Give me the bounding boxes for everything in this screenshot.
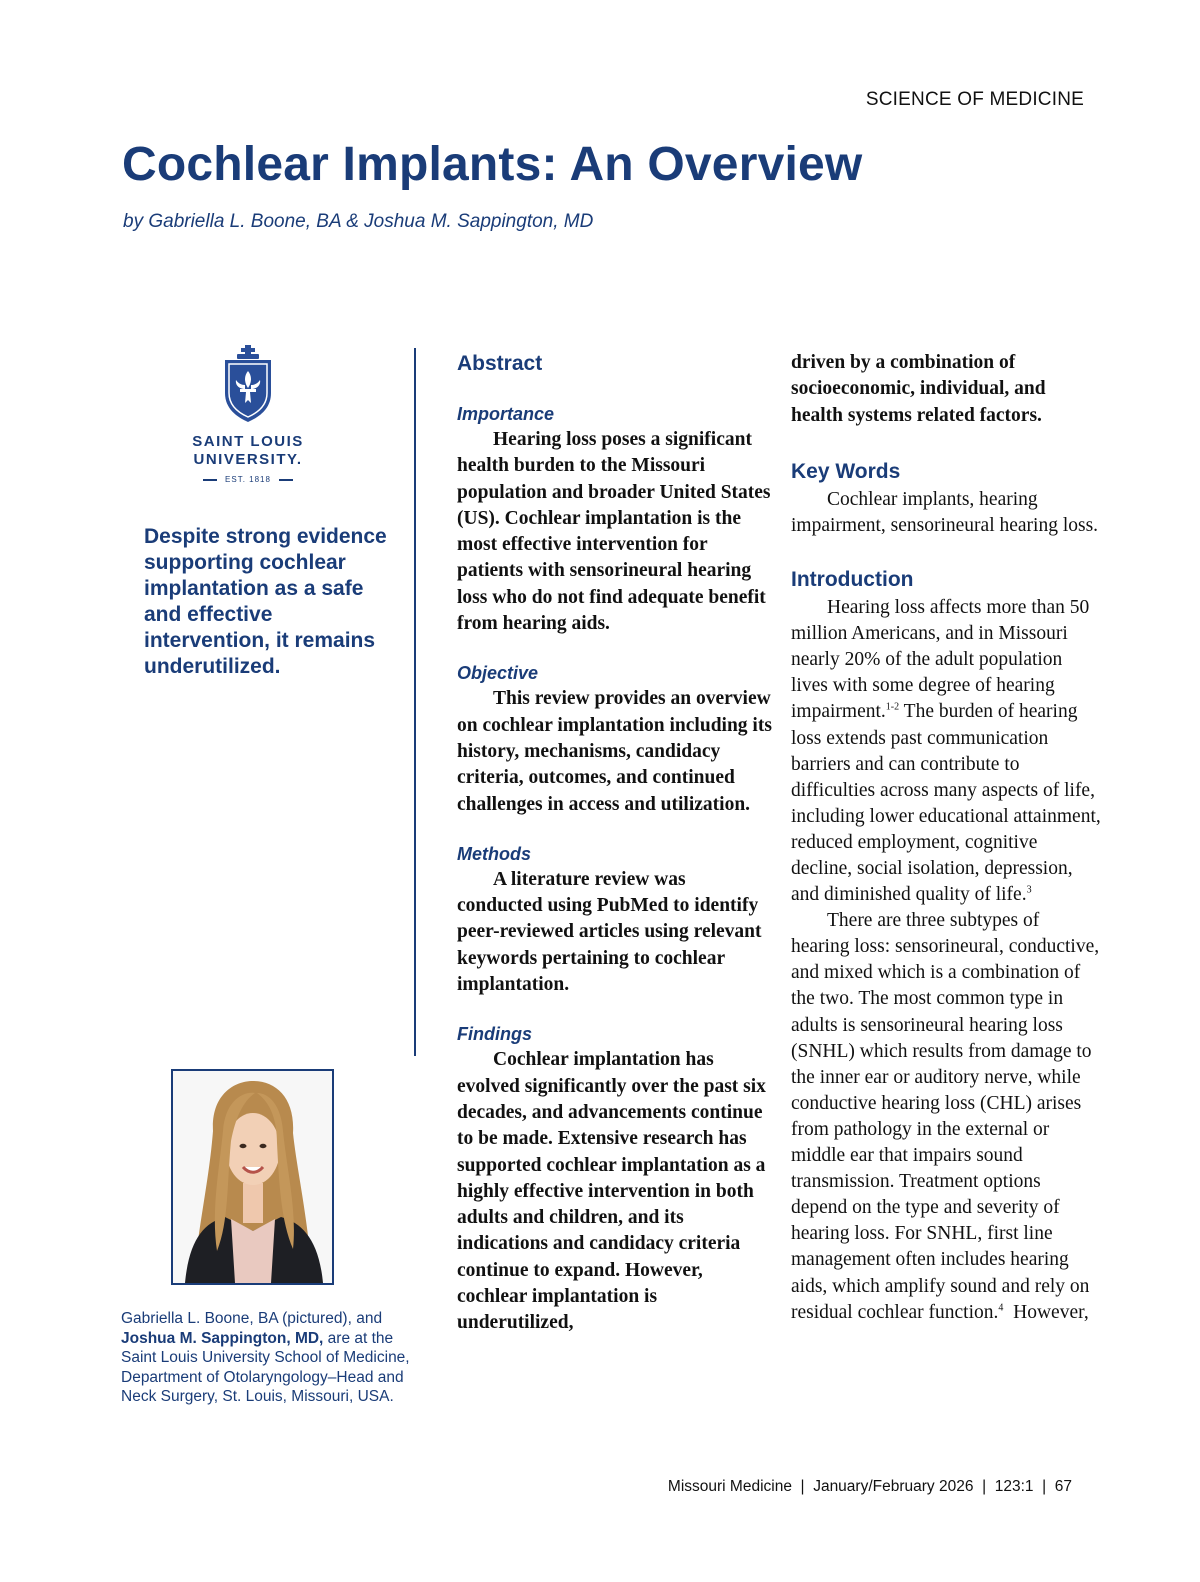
caption-affiliation: are at the Saint Louis University School of Medicine, Department of Otolaryngology–Head and Neck Surgery, St. Louis, Missouri, USA.	[121, 1329, 410, 1405]
column-divider	[414, 348, 416, 1056]
intro-p2-tail: However,	[1003, 1301, 1089, 1323]
fleur-de-lis-shield-icon	[221, 345, 275, 423]
citation-ref: 4	[998, 1302, 1004, 1314]
university-logo	[188, 345, 308, 484]
logo-university-name: SAINT LOUIS UNIVERSITY.	[192, 433, 304, 468]
methods-text: A literature review was conducted using PubMed to identify peer-reviewed articles using relevant keywords pertaining to cochlear implantation.	[457, 868, 762, 996]
article-byline: by Gabriella L. Boone, BA & Joshua M. Sappington, MD	[123, 211, 594, 232]
caption-coauthor-name: Joshua M. Sappington, MD,	[121, 1329, 324, 1347]
methods-heading: Methods	[457, 843, 531, 864]
introduction-paragraph-1	[791, 595, 1101, 908]
introduction-heading: Introduction	[791, 568, 914, 592]
right-column	[791, 349, 1101, 1326]
findings-text: Cochlear implantation has evolved significantly over the past six decades, and advancements continue to be made. Extensive research has supported cochlear implantation as a highly effective intervention in both adults and children, and its indications and candidacy criteria continue to expand. However, cochlear implantation is underutilized,	[457, 1049, 766, 1334]
findings-text-continued: driven by a combination of socioeconomic, individual, and health systems related factors.	[791, 352, 1046, 426]
abstract-heading: Abstract	[457, 352, 543, 375]
caption-pre: Gabriella L. Boone, BA (pictured), and	[121, 1310, 383, 1327]
author-caption	[121, 1309, 411, 1407]
page-footer: Missouri Medicine | January/February 2026 | 123:1 | 67	[667, 1478, 1072, 1495]
objective-text: This review provides an overview on cochlear implantation including its history, mechanisms, candidacy criteria, outcomes, and continued challenges in access and utilization.	[457, 688, 772, 815]
objective-heading: Objective	[457, 663, 539, 684]
author-portrait-image	[173, 1071, 332, 1283]
logo-established: EST. 1818	[188, 475, 308, 484]
article-title: Cochlear Implants: An Overview	[122, 138, 863, 191]
introduction-paragraph-2	[791, 908, 1101, 1326]
intro-p2-text: There are three subtypes of hearing loss: sensorineural, conductive, and mixed which is a combination of the two. The most common type in adults is sensorineural hearing loss (SNHL) which results from damage to the inner ear or auditory nerve, while conductive hearing loss (CHL) arises from pathology in the external or middle ear that impairs sound transmission. Treatment options depend on the type and severity of hearing loss. For SNHL, first line management often includes hearing aids, which amplify sound and rely on residual cochlear function.	[791, 910, 1100, 1323]
keywords-heading: Key Words	[791, 459, 901, 483]
citation-ref: 3	[1026, 884, 1032, 896]
importance-heading: Importance	[457, 404, 555, 424]
intro-p1-text: Hearing loss affects more than 50 million Americans, and in Missouri nearly 20% of the adult population lives with some degree of hearing impairment.	[791, 597, 1090, 723]
intro-p1b-text: The burden of hearing loss extends past communication barriers and can contribute to difficulties across many aspects of life, including lower educational attainment, reduced employment, cognitive decline, social isolation, depression, and diminished quality of life.	[791, 701, 1101, 906]
section-label: SCIENCE OF MEDICINE	[865, 89, 1084, 110]
findings-heading: Findings	[457, 1024, 532, 1045]
keywords-text: Cochlear implants, hearing impairment, sensorineural hearing loss.	[791, 488, 1099, 536]
citation-ref: 1-2	[885, 701, 900, 713]
pull-quote: Despite strong evidence supporting cochlear implantation as a safe and effective intervention, it remains underutilized.	[144, 525, 387, 678]
abstract-column	[457, 349, 775, 1337]
author-photo	[171, 1069, 334, 1285]
importance-text: Hearing loss poses a significant health burden to the Missouri population and broader United States (US). Cochlear implantation is the most effective intervention for patients with sensorineural hearing loss who do not find adequate benefit from hearing aids.	[457, 429, 771, 635]
